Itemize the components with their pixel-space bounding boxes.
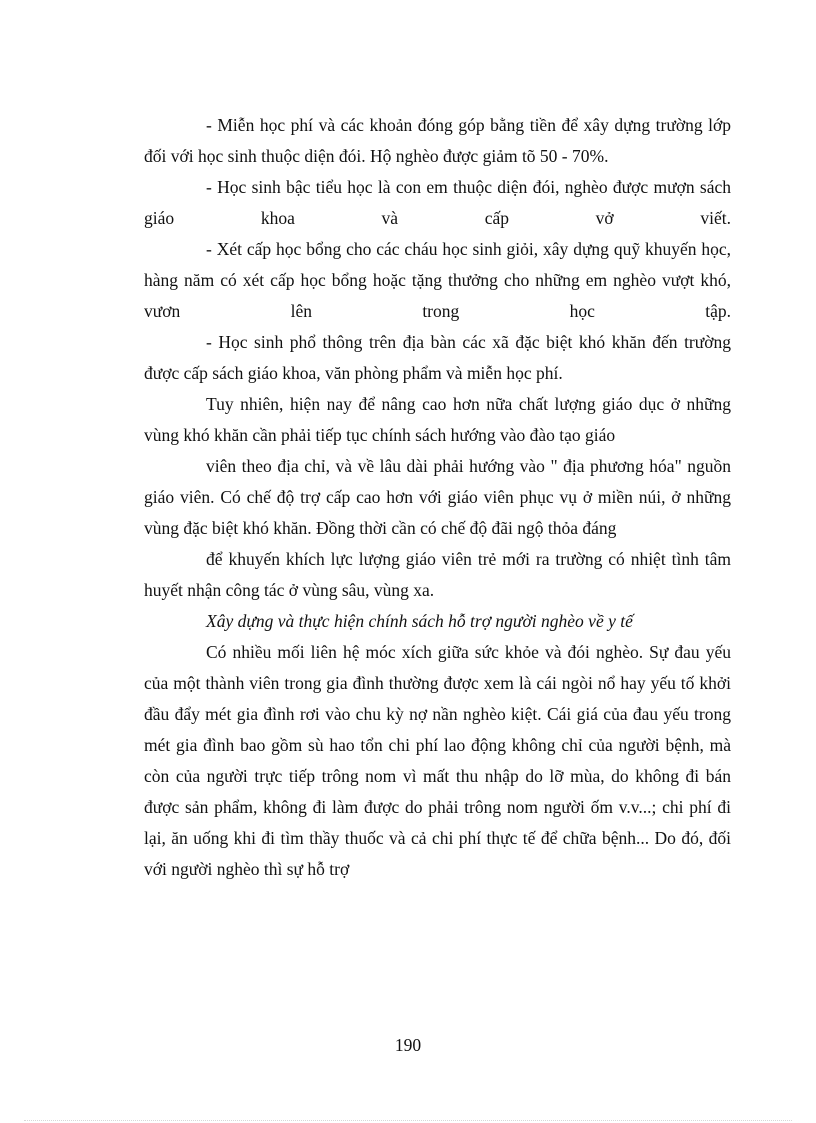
- section-heading-health-support: Xây dựng và thực hiện chính sách hỗ trợ người nghèo về y tế: [206, 611, 633, 631]
- paragraph-remote-students: - Học sinh phổ thông trên địa bàn các xã đặc biệt khó khăn đến trường được cấp sách giáo khoa, văn phòng phẩm và miễn học phí.: [144, 332, 731, 383]
- paragraph-scholarship: - Xét cấp học bổng cho các cháu học sinh giỏi, xây dựng quỹ khuyến học, hàng năm có xét cấp học bổng hoặc tặng thưởng cho những em nghèo vượt khó, vươn lên trong học tập.: [144, 239, 731, 321]
- footer-divider: [24, 1120, 792, 1121]
- document-body: [144, 110, 731, 885]
- paragraph-education-quality: Tuy nhiên, hiện nay để nâng cao hơn nữa chất lượng giáo dục ở những vùng khó khăn cần phải tiếp tục chính sách hướng vào đào tạo giáo: [144, 394, 731, 445]
- paragraph-health-poverty: Có nhiều mối liên hệ móc xích giữa sức khỏe và đói nghèo. Sự đau yếu của một thành viên trong gia đình thường được xem là cái ngòi nổ hay yếu tố khởi đầu đẩy mét gia đình rơi vào chu kỳ nợ nần nghèo kiệt. Cái giá của đau yếu trong mét gia đình bao gồm sù hao tổn chi phí lao động không chỉ của người bệnh, mà còn của người trực tiếp trông nom vì mất thu nhập do lỡ mùa, do không đi bán được sản phẩm, không đi làm được do phải trông nom người ốm v.v...; chi phí đi lại, ăn uống khi đi tìm thầy thuốc và cả chi phí thực tế để chữa bệnh... Do đó, đối với người nghèo thì sự hỗ trợ: [144, 642, 731, 879]
- paragraph-fee-exemption: - Miễn học phí và các khoản đóng góp bằng tiền để xây dựng trường lớp đối với học sinh thuộc diện đói. Hộ nghèo được giảm tõ 50 - 70%.: [144, 115, 731, 166]
- paragraph-teacher-localization: viên theo địa chỉ, và về lâu dài phải hướng vào " địa phương hóa" nguồn giáo viên. Có chế độ trợ cấp cao hơn với giáo viên phục vụ ở miền núi, ở những vùng đặc biệt khó khăn. Đồng thời cần có chế độ đãi ngộ thỏa đáng: [144, 456, 731, 538]
- paragraph-textbook-loan: - Học sinh bậc tiểu học là con em thuộc diện đói, nghèo được mượn sách giáo khoa và cấp vở viết.: [144, 177, 731, 228]
- page-number: 190: [394, 1035, 422, 1055]
- paragraph-young-teachers: để khuyến khích lực lượng giáo viên trẻ mới ra trường có nhiệt tình tâm huyết nhận công tác ở vùng sâu, vùng xa.: [144, 549, 731, 600]
